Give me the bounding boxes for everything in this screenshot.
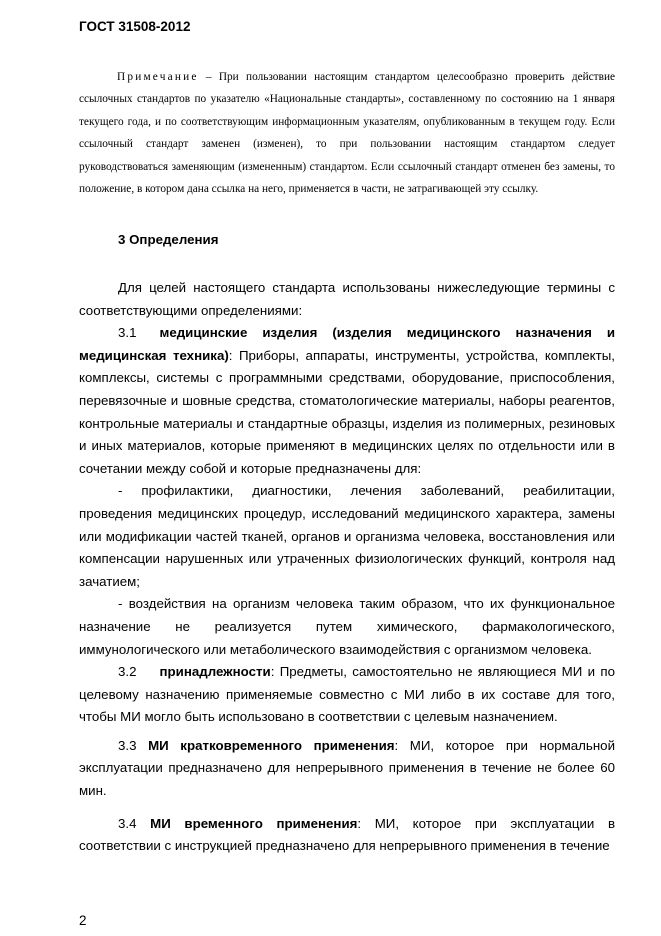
definition-number: 3.1: [118, 325, 137, 341]
page-number: 2: [79, 913, 87, 928]
definition-text: : Приборы, аппараты, инструменты, устройства, комплекты, комплексы, системы с программными средствами, оборудование, приспособления, перевязочные и шовные средства, стоматологические материалы, наборы реагентов, контрольные материалы и стандартные образцы, изделия из полимерных, резиновых и иных материалов, которые применяют в медицинских целях по отдельности или в сочетании между собой и которые предназначены для:: [79, 347, 615, 476]
section-title: 3 Определения: [118, 232, 219, 247]
definition-3-1: [79, 322, 615, 480]
definition-3-4: [79, 813, 615, 858]
definition-number: 3.4: [118, 815, 137, 831]
definition-number: 3.3: [118, 737, 137, 753]
definition-3-1-item-2: - воздействия на организм человека таким образом, что их функциональное назначение не реализуется путем химического, фармакологического, иммунологического или метаболического взаимодействия с организмом человека.: [79, 596, 615, 657]
definition-text: : МИ, которое при нормальной эксплуатации предназначено для непрерывного применения в течение не более 60 мин.: [79, 737, 615, 799]
definition-term: медицинские изделия (изделия медицинского назначения и медицинская техника): [79, 325, 615, 363]
note-paragraph: [79, 66, 615, 200]
definition-3-2: [79, 661, 615, 729]
definition-3-3: [79, 735, 615, 803]
note-label: Примечание: [117, 71, 199, 83]
intro-paragraph: Для целей настоящего стандарта использованы нижеследующие термины с соответствующими определениями:: [79, 280, 615, 318]
note-text: – При пользовании настоящим стандартом целесообразно проверить действие ссылочных стандартов по указателю «Национальные стандарты», составленному по состоянию на 1 января текущего года, и по соответствующим информационным указателям, опубликованным в текущем году. Если ссылочный стандарт заменен (изменен), то при пользовании настоящим стандартом следует руководствоваться заменяющим (измененным) стандартом. Если ссылочный стандарт отменен без замены, то положение, в котором дана ссылка на него, применяется в части, не затрагивающей эту ссылку.: [79, 71, 615, 196]
definition-term: МИ временного применения: [150, 815, 358, 831]
definition-term: принадлежности: [159, 664, 271, 680]
definition-text: : Предметы, самостоятельно не являющиеся МИ и по целевому назначению применяемые совместно с МИ либо в их составе для того, чтобы МИ могло быть использовано в соответствии с целевым назначением.: [79, 664, 615, 725]
definition-term: МИ кратковременного применения: [148, 737, 395, 753]
definition-number: 3.2: [118, 664, 137, 680]
definitions-body: [79, 277, 615, 858]
definition-3-1-item-1: - профилактики, диагностики, лечения заболеваний, реабилитации, проведения медицинских процедур, исследований медицинского характера, замены или модификации частей тканей, органов и организма человека, восстановления или компенсации нарушенных или утраченных физиологических функций, контроля над зачатием;: [79, 483, 615, 589]
definition-text: : МИ, которое при эксплуатации в соответствии с инструкцией предназначено для непрерывного применения в течение: [79, 815, 616, 854]
document-header: ГОСТ 31508-2012: [79, 19, 191, 34]
